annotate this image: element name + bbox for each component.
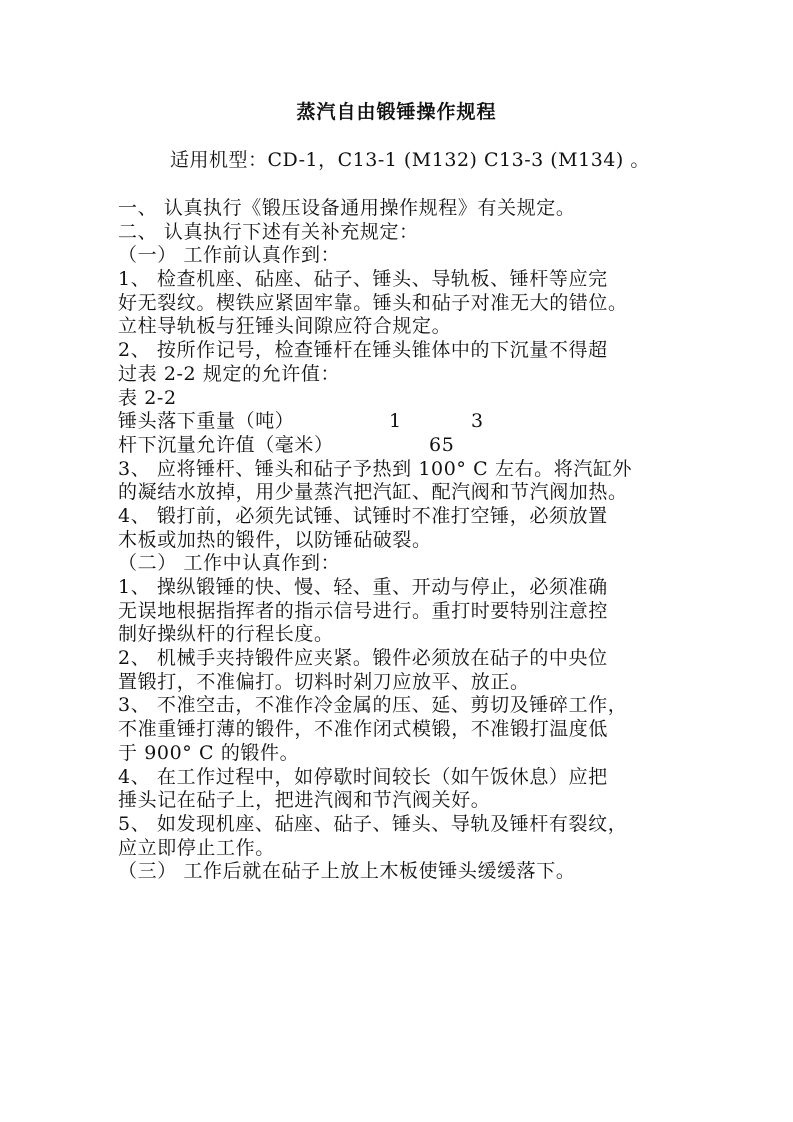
table-row — [118, 410, 663, 434]
paragraph-line: 捶头记在砧子上，把进汽阀和节汽阀关好。 — [118, 789, 491, 812]
paragraph-line: 制好操纵杆的行程长度。 — [118, 623, 334, 646]
paragraph-line: 3、 不准空击，不准作冷金属的压、延、剪切及锤碎工作， — [118, 694, 628, 717]
table-cell: 1 — [389, 410, 402, 433]
paragraph-line: 于 900° C 的锻件。 — [118, 741, 300, 764]
paragraph-line: 5、 如发现机座、砧座、砧子、锤头、导轨及锤杆有裂纹， — [118, 812, 628, 835]
table-cell: 65 — [429, 433, 455, 456]
paragraph-line: 2、 机械手夹持锻件应夹紧。锻件必须放在砧子的中央位 — [118, 647, 608, 670]
table-cell: 3 — [471, 410, 484, 433]
section-1: 一、 认真执行《锻压设备通用操作规程》有关规定。 — [118, 197, 576, 219]
paragraph-line: 置锻打，不准偏打。切料时剁刀应放平、放正。 — [118, 670, 530, 693]
table-row-label: 杆下沉量允许值（毫米） — [118, 433, 334, 456]
paragraph-line: 无误地根据指挥者的指示信号进行。重打时要特别注意控 — [118, 599, 609, 622]
paragraph-line: 过表 2-2 规定的允许值： — [118, 362, 341, 385]
paragraph-line: 1、 检查机座、砧座、砧子、锤头、导轨板、锤杆等应完 — [118, 268, 608, 291]
paragraph-line: 的凝结水放掉，用少量蒸汽把汽缸、配汽阀和节汽阀加热。 — [118, 481, 628, 504]
paragraph-line: 3、 应将锤杆、锤头和砧子予热到 100° C 左右。将汽缸外 — [118, 457, 633, 480]
subsection-after-work: （三） 工作后就在砧子上放上木板使锤头缓缓落下。 — [118, 860, 576, 883]
paragraph-line: 好无裂纹。楔铁应紧固牢靠。锤头和砧子对准无大的错位。 — [118, 291, 628, 314]
subsection-during-work: （二） 工作中认真作到： — [118, 552, 341, 575]
section-2: 二、 认真执行下述有关补充规定： — [118, 220, 419, 243]
document-body — [118, 197, 663, 884]
document-title: 蒸汽自由锻锤操作规程 — [296, 101, 497, 123]
table-caption: 表 2-2 — [118, 386, 177, 409]
paragraph-line: 2、 按所作记号，检查锤杆在锤头锥体中的下沉量不得超 — [118, 339, 608, 362]
table-row-label: 锤头落下重量（吨） — [118, 410, 295, 433]
paragraph-line: 不准重锤打薄的锻件，不准作闭式模锻，不准锻打温度低 — [118, 718, 609, 741]
paragraph-line: 立柱导轨板与狂锤头间隙应符合规定。 — [118, 315, 452, 338]
table-row — [118, 434, 663, 458]
paragraph-line: 1、 操纵锻锤的快、慢、轻、重、开动与停止，必须准确 — [118, 576, 608, 598]
paragraph-line: 应立即停止工作。 — [118, 836, 275, 859]
applicable-models: 适用机型：CD-1，C13-1 (M132) C13-3 (M134) 。 — [170, 149, 650, 171]
paragraph-line: 4、 锻打前，必须先试锤、试锤时不准打空锤，必须放置 — [118, 504, 608, 527]
paragraph-line: 4、 在工作过程中，如停歇时间较长（如午饭休息）应把 — [118, 765, 608, 788]
paragraph-line: 木板或加热的锻件，以防锤砧破裂。 — [118, 528, 432, 551]
subsection-before-work: （一） 工作前认真作到： — [118, 244, 341, 267]
